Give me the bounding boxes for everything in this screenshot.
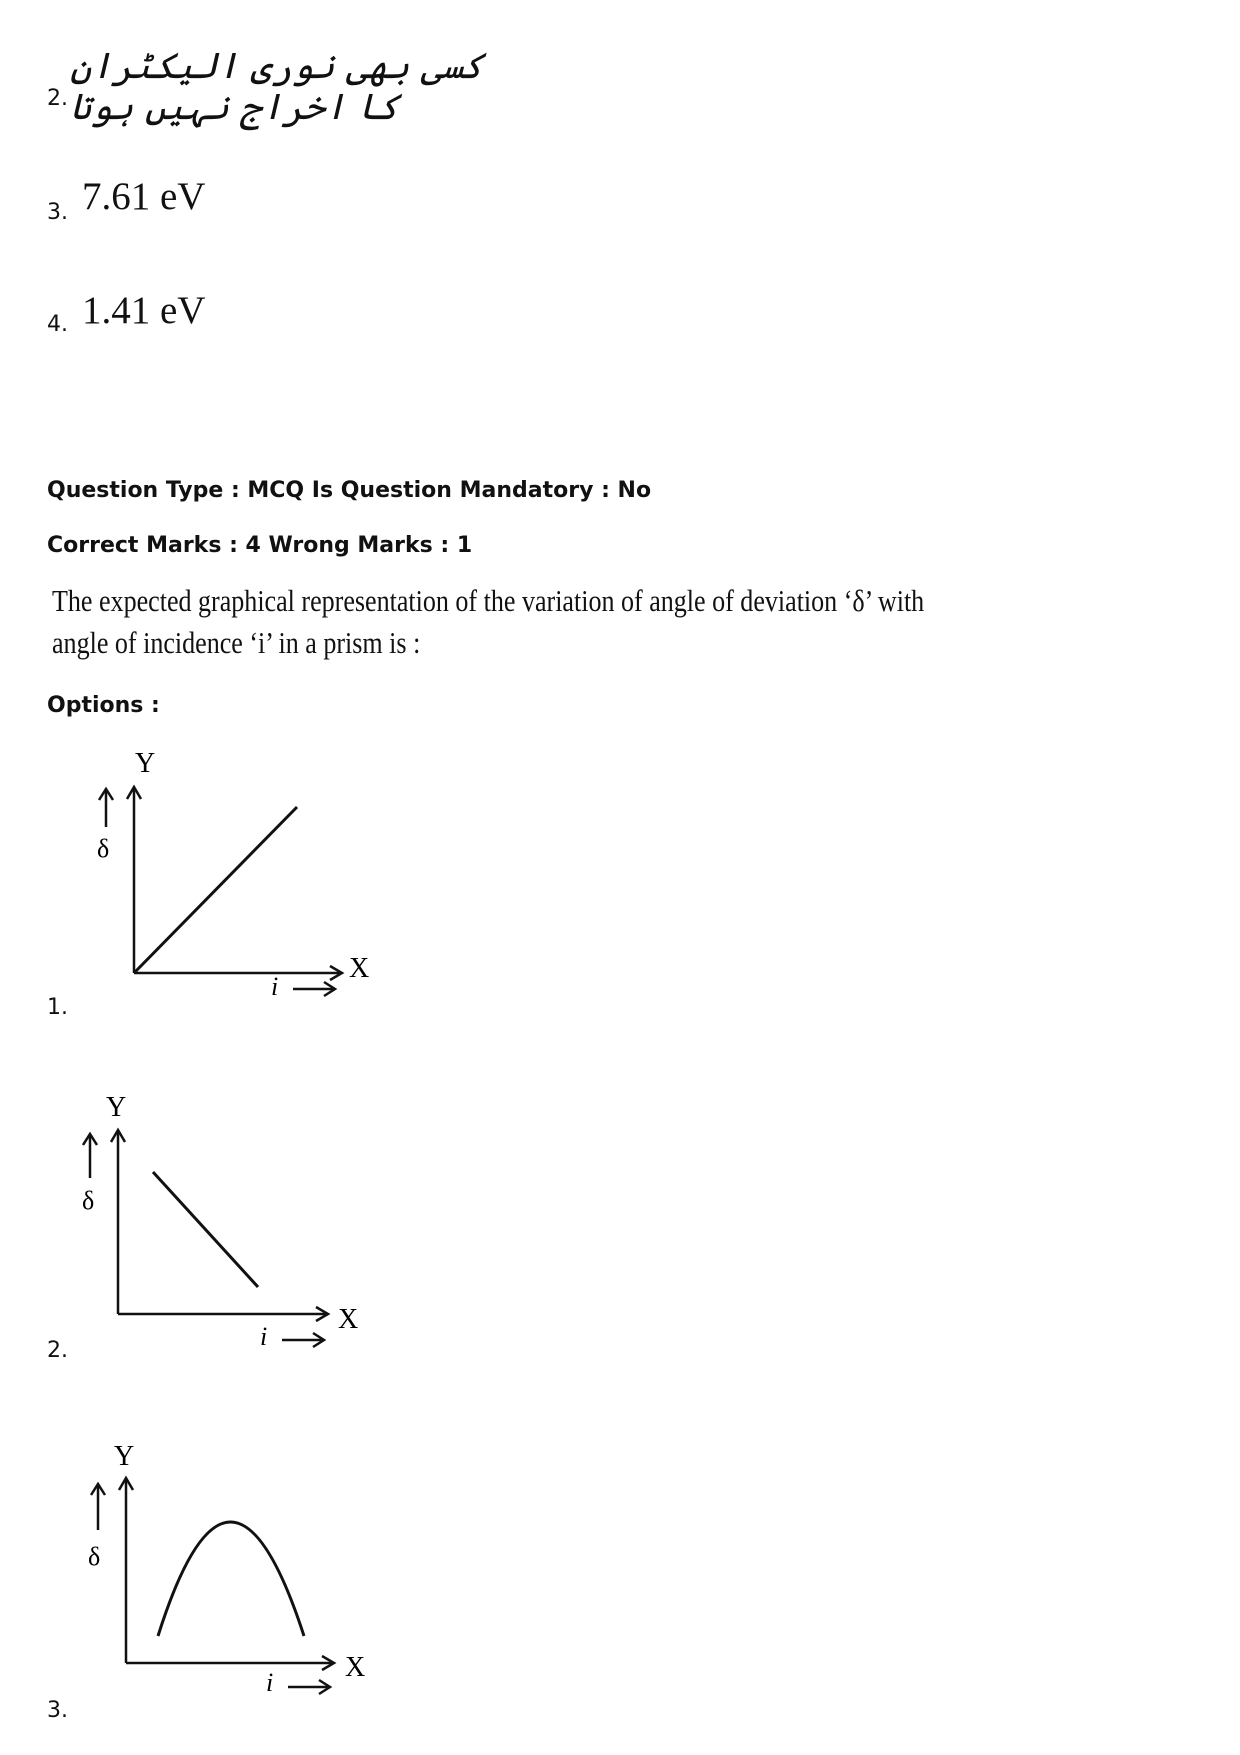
x-axis-label: X <box>345 1652 366 1683</box>
prev-option-3-number: 3. <box>47 200 68 225</box>
delta-label: δ <box>97 834 110 863</box>
x-axis-label: X <box>349 953 370 984</box>
decreasing-line <box>153 1172 258 1287</box>
i-label: i <box>271 972 279 1001</box>
graph-option-1-number: 1. <box>47 995 68 1020</box>
prev-option-3-text: 7.61 eV <box>82 175 206 218</box>
i-label: i <box>260 1322 268 1351</box>
options-label: Options : <box>47 693 160 718</box>
prev-option-4-number: 4. <box>47 312 68 337</box>
graph-option-3-number: 3. <box>47 1698 68 1723</box>
delta-label: δ <box>88 1542 101 1571</box>
graph-option-2 <box>70 1092 390 1362</box>
prev-option-2-text: کسی بھی نوری الیکٹران کا اخراج نہیں ہوتا <box>70 46 485 128</box>
prev-option-2-number: 2. <box>47 86 68 111</box>
x-axis-label: X <box>338 1304 359 1335</box>
i-label: i <box>266 1668 274 1697</box>
delta-label: δ <box>82 1186 95 1215</box>
graph-option-2-number: 2. <box>47 1338 68 1363</box>
question-type-line: Question Type : MCQ Is Question Mandatory : No <box>47 478 652 503</box>
inverted-parabola <box>158 1522 304 1636</box>
graph-option-3 <box>76 1438 396 1708</box>
increasing-line <box>134 807 297 973</box>
y-axis-label: Y <box>135 748 156 779</box>
y-axis-label: Y <box>106 1092 127 1123</box>
y-axis-label: Y <box>114 1441 135 1472</box>
question-marks-line: Correct Marks : 4 Wrong Marks : 1 <box>47 533 473 558</box>
question-text: The expected graphical representation of the variation of angle of deviation ‘δ’ with angle of incidence ‘i’ in a prism is : <box>52 583 925 660</box>
prev-option-4-text: 1.41 eV <box>82 289 206 332</box>
graph-option-1 <box>80 745 400 1015</box>
